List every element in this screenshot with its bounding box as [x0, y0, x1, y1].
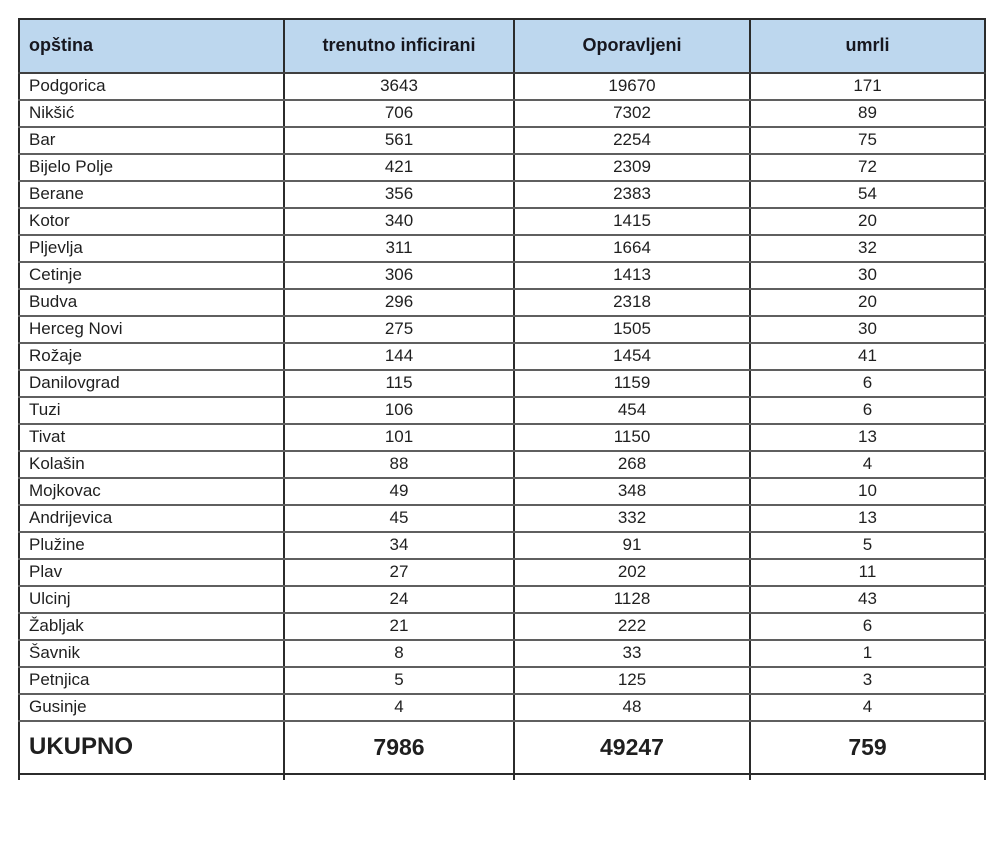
- value-cell: 30: [750, 262, 985, 289]
- table-row: [19, 235, 985, 262]
- municipality-cell: Kolašin: [19, 451, 284, 478]
- municipality-cell: Cetinje: [19, 262, 284, 289]
- value-cell: 1505: [514, 316, 750, 343]
- column-header-trenutno-inficirani: trenutno inficirani: [284, 19, 514, 73]
- value-cell: 3: [750, 667, 985, 694]
- value-cell: 144: [284, 343, 514, 370]
- value-cell: 1: [750, 640, 985, 667]
- total-row: [19, 721, 985, 774]
- value-cell: 1150: [514, 424, 750, 451]
- table-row: [19, 532, 985, 559]
- value-cell: 306: [284, 262, 514, 289]
- table-row: [19, 370, 985, 397]
- value-cell: 27: [284, 559, 514, 586]
- column-header-opstina: opština: [19, 19, 284, 73]
- municipality-cell: Šavnik: [19, 640, 284, 667]
- municipality-cell: Mojkovac: [19, 478, 284, 505]
- table-row: [19, 181, 985, 208]
- municipality-cell: Andrijevica: [19, 505, 284, 532]
- municipality-cell: Tuzi: [19, 397, 284, 424]
- table-row: [19, 154, 985, 181]
- value-cell: 10: [750, 478, 985, 505]
- table-row: [19, 613, 985, 640]
- total-recovered: 49247: [514, 721, 750, 774]
- value-cell: 91: [514, 532, 750, 559]
- value-cell: 268: [514, 451, 750, 478]
- value-cell: 13: [750, 505, 985, 532]
- value-cell: 88: [284, 451, 514, 478]
- value-cell: 106: [284, 397, 514, 424]
- value-cell: 706: [284, 100, 514, 127]
- table-row: [19, 100, 985, 127]
- value-cell: 1128: [514, 586, 750, 613]
- table-body: [19, 73, 985, 721]
- value-cell: 4: [284, 694, 514, 721]
- value-cell: 275: [284, 316, 514, 343]
- value-cell: 4: [750, 694, 985, 721]
- column-header-umrli: umrli: [750, 19, 985, 73]
- value-cell: 421: [284, 154, 514, 181]
- value-cell: 43: [750, 586, 985, 613]
- value-cell: 72: [750, 154, 985, 181]
- value-cell: 2383: [514, 181, 750, 208]
- value-cell: 6: [750, 613, 985, 640]
- value-cell: 2318: [514, 289, 750, 316]
- value-cell: 348: [514, 478, 750, 505]
- value-cell: 1664: [514, 235, 750, 262]
- municipality-cell: Kotor: [19, 208, 284, 235]
- municipality-cell: Pljevlja: [19, 235, 284, 262]
- table-row: [19, 505, 985, 532]
- value-cell: 19670: [514, 73, 750, 100]
- value-cell: 5: [750, 532, 985, 559]
- covid-municipality-table: [18, 18, 986, 780]
- value-cell: 1159: [514, 370, 750, 397]
- municipality-cell: Žabljak: [19, 613, 284, 640]
- empty-cell: [284, 774, 514, 780]
- value-cell: 454: [514, 397, 750, 424]
- value-cell: 2309: [514, 154, 750, 181]
- value-cell: 49: [284, 478, 514, 505]
- table-row: [19, 451, 985, 478]
- municipality-cell: Podgorica: [19, 73, 284, 100]
- table-header: [19, 19, 985, 73]
- empty-cell: [19, 774, 284, 780]
- total-infected: 7986: [284, 721, 514, 774]
- table-row: [19, 478, 985, 505]
- table-row: [19, 397, 985, 424]
- value-cell: 41: [750, 343, 985, 370]
- value-cell: 202: [514, 559, 750, 586]
- header-row: [19, 19, 985, 73]
- total-label: UKUPNO: [19, 721, 284, 774]
- value-cell: 1415: [514, 208, 750, 235]
- municipality-cell: Herceg Novi: [19, 316, 284, 343]
- value-cell: 356: [284, 181, 514, 208]
- value-cell: 101: [284, 424, 514, 451]
- value-cell: 45: [284, 505, 514, 532]
- municipality-cell: Ulcinj: [19, 586, 284, 613]
- value-cell: 2254: [514, 127, 750, 154]
- value-cell: 222: [514, 613, 750, 640]
- value-cell: 20: [750, 208, 985, 235]
- table-row: [19, 343, 985, 370]
- table-row: [19, 640, 985, 667]
- municipality-cell: Nikšić: [19, 100, 284, 127]
- value-cell: 340: [284, 208, 514, 235]
- column-header-oporavljeni: Oporavljeni: [514, 19, 750, 73]
- value-cell: 33: [514, 640, 750, 667]
- value-cell: 1413: [514, 262, 750, 289]
- value-cell: 5: [284, 667, 514, 694]
- table-row: [19, 208, 985, 235]
- value-cell: 11: [750, 559, 985, 586]
- table-row: [19, 586, 985, 613]
- table-footer: [19, 721, 985, 780]
- municipality-cell: Plužine: [19, 532, 284, 559]
- empty-cell: [514, 774, 750, 780]
- municipality-cell: Petnjica: [19, 667, 284, 694]
- value-cell: 30: [750, 316, 985, 343]
- value-cell: 54: [750, 181, 985, 208]
- value-cell: 332: [514, 505, 750, 532]
- value-cell: 34: [284, 532, 514, 559]
- table-row: [19, 73, 985, 100]
- table-row: [19, 559, 985, 586]
- value-cell: 125: [514, 667, 750, 694]
- table-row: [19, 667, 985, 694]
- value-cell: 7302: [514, 100, 750, 127]
- value-cell: 75: [750, 127, 985, 154]
- table-row: [19, 289, 985, 316]
- value-cell: 24: [284, 586, 514, 613]
- municipality-cell: Rožaje: [19, 343, 284, 370]
- empty-cell: [750, 774, 985, 780]
- value-cell: 115: [284, 370, 514, 397]
- municipality-cell: Tivat: [19, 424, 284, 451]
- municipality-cell: Budva: [19, 289, 284, 316]
- table-row: [19, 424, 985, 451]
- value-cell: 8: [284, 640, 514, 667]
- value-cell: 171: [750, 73, 985, 100]
- value-cell: 6: [750, 370, 985, 397]
- municipality-cell: Berane: [19, 181, 284, 208]
- value-cell: 1454: [514, 343, 750, 370]
- value-cell: 561: [284, 127, 514, 154]
- clipped-empty-row: [19, 774, 985, 780]
- value-cell: 21: [284, 613, 514, 640]
- municipality-cell: Plav: [19, 559, 284, 586]
- value-cell: 32: [750, 235, 985, 262]
- value-cell: 13: [750, 424, 985, 451]
- value-cell: 48: [514, 694, 750, 721]
- table-row: [19, 127, 985, 154]
- total-deaths: 759: [750, 721, 985, 774]
- value-cell: 89: [750, 100, 985, 127]
- table-row: [19, 316, 985, 343]
- value-cell: 6: [750, 397, 985, 424]
- table-row: [19, 262, 985, 289]
- value-cell: 4: [750, 451, 985, 478]
- municipality-cell: Bar: [19, 127, 284, 154]
- municipality-cell: Danilovgrad: [19, 370, 284, 397]
- municipality-cell: Gusinje: [19, 694, 284, 721]
- value-cell: 20: [750, 289, 985, 316]
- value-cell: 3643: [284, 73, 514, 100]
- municipality-cell: Bijelo Polje: [19, 154, 284, 181]
- value-cell: 296: [284, 289, 514, 316]
- table-row: [19, 694, 985, 721]
- value-cell: 311: [284, 235, 514, 262]
